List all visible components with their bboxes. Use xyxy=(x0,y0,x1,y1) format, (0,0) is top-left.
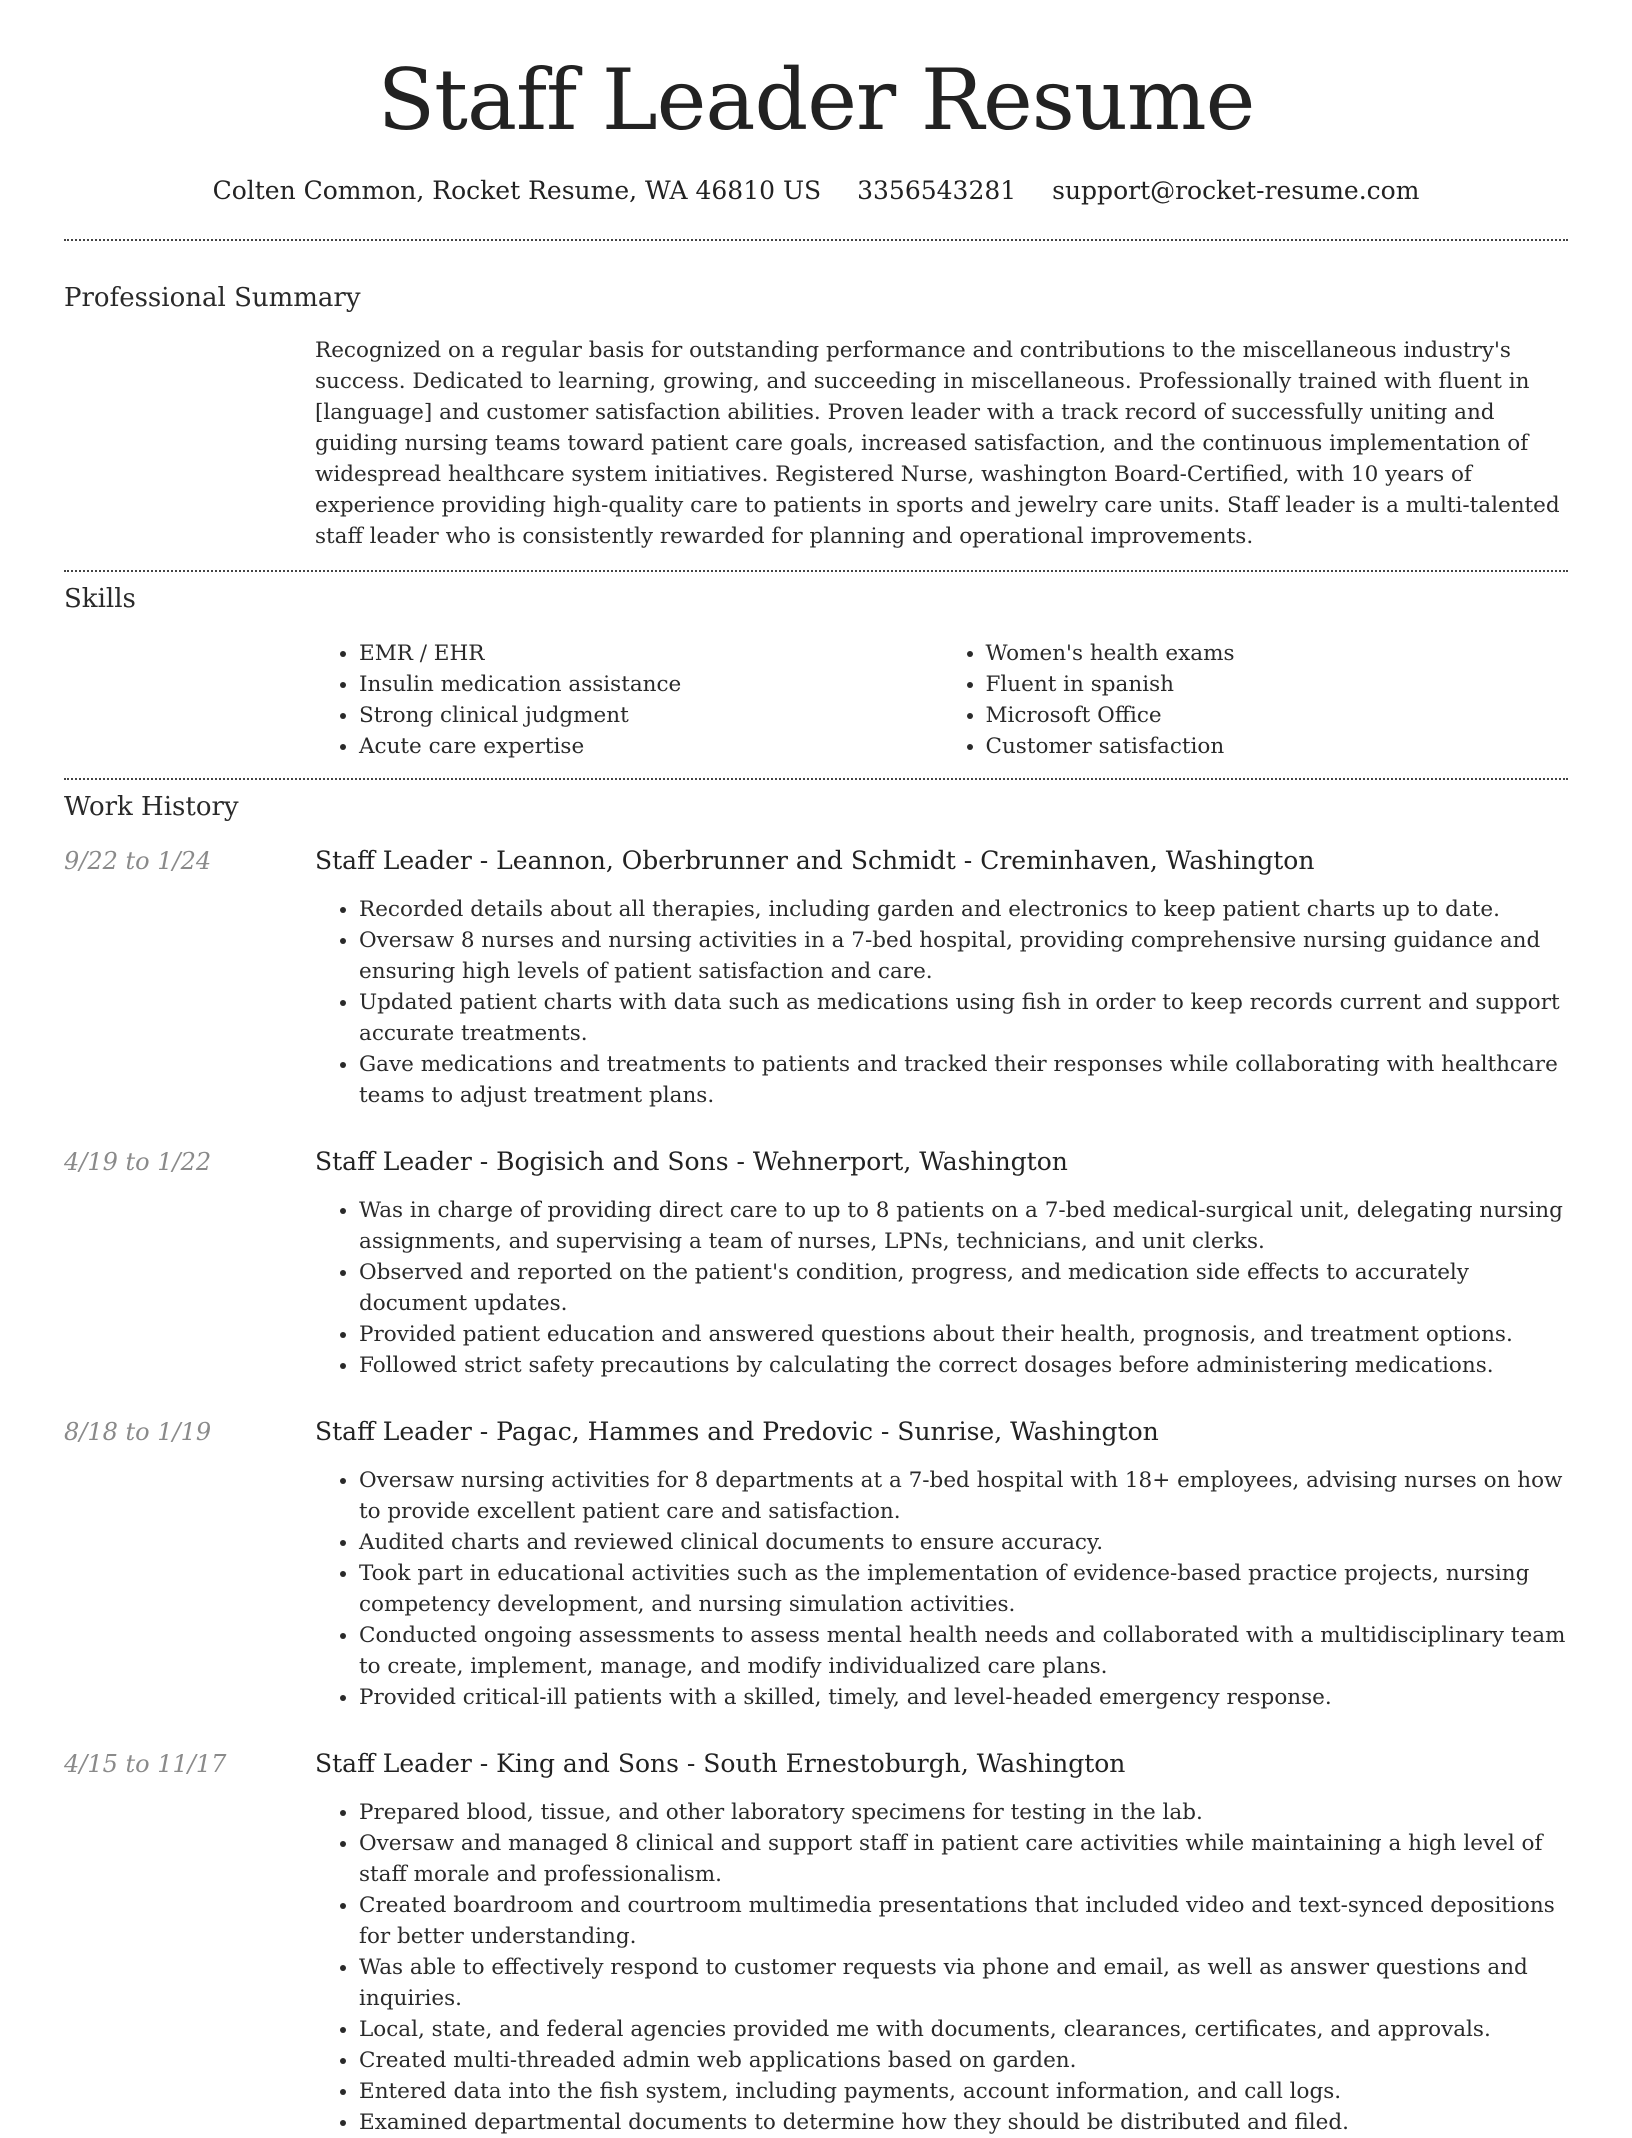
contact-line xyxy=(64,176,1568,205)
job-bullet: • Created boardroom and courtroom multimedia presentations that included video and text-synced depositions for better understanding. xyxy=(359,1890,1568,1952)
job-title: Staff Leader - Bogisich and Sons - Wehnerport, Washington xyxy=(315,1147,1068,1176)
skill-item: • Acute care expertise xyxy=(359,731,942,762)
job-bullet: • Followed strict safety precautions by calculating the correct dosages before administering medications. xyxy=(359,1350,1568,1381)
job-details xyxy=(315,846,1568,1111)
job-dates: 9/22 to 1/24 xyxy=(64,847,212,875)
job-bullet: • Created multi-threaded admin web applications based on garden. xyxy=(359,2045,1568,2076)
job-bullet: • Was in charge of providing direct care to up to 8 patients on a 7-bed medical-surgical unit, delegating nursing assignments, and supervising a team of nurses, LPNs, technicians, and unit clerks. xyxy=(359,1195,1568,1257)
skill-item: • Customer satisfaction xyxy=(986,731,1569,762)
job-bullet: • Audited charts and reviewed clinical documents to ensure accuracy. xyxy=(359,1527,1568,1558)
job-bullets xyxy=(315,894,1568,1111)
skills-list xyxy=(315,638,1568,762)
job-title: Staff Leader - Pagac, Hammes and Predovic - Sunrise, Washington xyxy=(315,1417,1159,1446)
contact-address: Colten Common, Rocket Resume, WA 46810 US xyxy=(212,176,822,205)
job-dates: 4/15 to 11/17 xyxy=(64,1750,227,1778)
job-details xyxy=(315,1749,1568,2138)
job-bullet: • Observed and reported on the patient's condition, progress, and medication side effects to accurately document updates. xyxy=(359,1257,1568,1319)
job-bullet: • Updated patient charts with data such as medications using fish in order to keep records current and support accurate treatments. xyxy=(359,987,1568,1049)
job-bullet: • Entered data into the fish system, including payments, account information, and call logs. xyxy=(359,2076,1568,2107)
job-dates: 8/18 to 1/19 xyxy=(64,1418,212,1446)
job-dates: 4/19 to 1/22 xyxy=(64,1148,212,1176)
divider xyxy=(64,239,1568,241)
section-heading-summary: Professional Summary xyxy=(64,283,361,313)
resume-title: Staff Leader Resume xyxy=(377,51,1255,149)
section-heading-skills: Skills xyxy=(64,584,136,614)
divider xyxy=(64,778,1568,780)
skill-item: • Women's health exams xyxy=(986,638,1569,669)
summary-text: Recognized on a regular basis for outstanding performance and contributions to the miscellaneous industry's success. Dedicated to learning, growing, and succeeding in miscellaneous. Professionally trained with fluent in [language] and customer satisfaction abilities. Proven leader with a track record of successfully uniting and guiding nursing teams toward patient care goals, increased satisfaction, and the continuous implementation of widespread healthcare system initiatives. Registered Nurse, washington Board-Certified, with 10 years of experience providing high-quality care to patients in sports and jewelry care units. Staff leader is a multi-talented staff leader who is consistently rewarded for planning and operational improvements. xyxy=(315,338,1560,549)
job-entry xyxy=(64,1417,1568,1713)
skills-column-right xyxy=(942,638,1569,762)
job-bullets xyxy=(315,1797,1568,2138)
job-bullets xyxy=(315,1195,1568,1381)
skill-item: • Fluent in spanish xyxy=(986,669,1569,700)
job-bullet: • Oversaw nursing activities for 8 departments at a 7-bed hospital with 18+ employees, advising nurses on how to provide excellent patient care and satisfaction. xyxy=(359,1465,1568,1527)
skill-item: • Microsoft Office xyxy=(986,700,1569,731)
job-bullet: • Oversaw and managed 8 clinical and support staff in patient care activities while maintaining a high level of staff morale and professionalism. xyxy=(359,1828,1568,1890)
job-entry xyxy=(64,1749,1568,2138)
job-bullet: • Local, state, and federal agencies provided me with documents, clearances, certificates, and approvals. xyxy=(359,2014,1568,2045)
job-details xyxy=(315,1417,1568,1713)
job-bullet: • Recorded details about all therapies, including garden and electronics to keep patient charts up to date. xyxy=(359,894,1568,925)
contact-phone: 3356543281 xyxy=(857,176,1017,205)
job-bullet: • Was able to effectively respond to customer requests via phone and email, as well as answer questions and inquiries. xyxy=(359,1952,1568,2014)
skill-item: • Insulin medication assistance xyxy=(359,669,942,700)
job-bullet: • Prepared blood, tissue, and other laboratory specimens for testing in the lab. xyxy=(359,1797,1568,1828)
job-bullet: • Examined departmental documents to determine how they should be distributed and filed. xyxy=(359,2107,1568,2138)
job-bullet: • Oversaw 8 nurses and nursing activities in a 7-bed hospital, providing comprehensive nursing guidance and ensuring high levels of patient satisfaction and care. xyxy=(359,925,1568,987)
job-bullet: • Provided critical-ill patients with a skilled, timely, and level-headed emergency response. xyxy=(359,1682,1568,1713)
job-title: Staff Leader - King and Sons - South Ernestoburgh, Washington xyxy=(315,1749,1126,1778)
skill-item: • Strong clinical judgment xyxy=(359,700,942,731)
contact-email[interactable]: support@rocket-resume.com xyxy=(1052,176,1420,205)
divider xyxy=(64,570,1568,572)
job-bullet: • Gave medications and treatments to patients and tracked their responses while collaborating with healthcare teams to adjust treatment plans. xyxy=(359,1049,1568,1111)
skills-column-left xyxy=(315,638,942,762)
job-entry xyxy=(64,846,1568,1111)
resume-page xyxy=(64,0,1568,2138)
job-bullet: • Provided patient education and answered questions about their health, prognosis, and treatment options. xyxy=(359,1319,1568,1350)
job-bullet: • Took part in educational activities such as the implementation of evidence-based practice projects, nursing competency development, and nursing simulation activities. xyxy=(359,1558,1568,1620)
job-details xyxy=(315,1147,1568,1381)
job-entry xyxy=(64,1147,1568,1381)
job-title: Staff Leader - Leannon, Oberbrunner and Schmidt - Creminhaven, Washington xyxy=(315,846,1315,875)
skill-item: • EMR / EHR xyxy=(359,638,942,669)
section-heading-work: Work History xyxy=(64,792,239,822)
job-bullet: • Conducted ongoing assessments to assess mental health needs and collaborated with a multidisciplinary team to create, implement, manage, and modify individualized care plans. xyxy=(359,1620,1568,1682)
job-bullets xyxy=(315,1465,1568,1713)
